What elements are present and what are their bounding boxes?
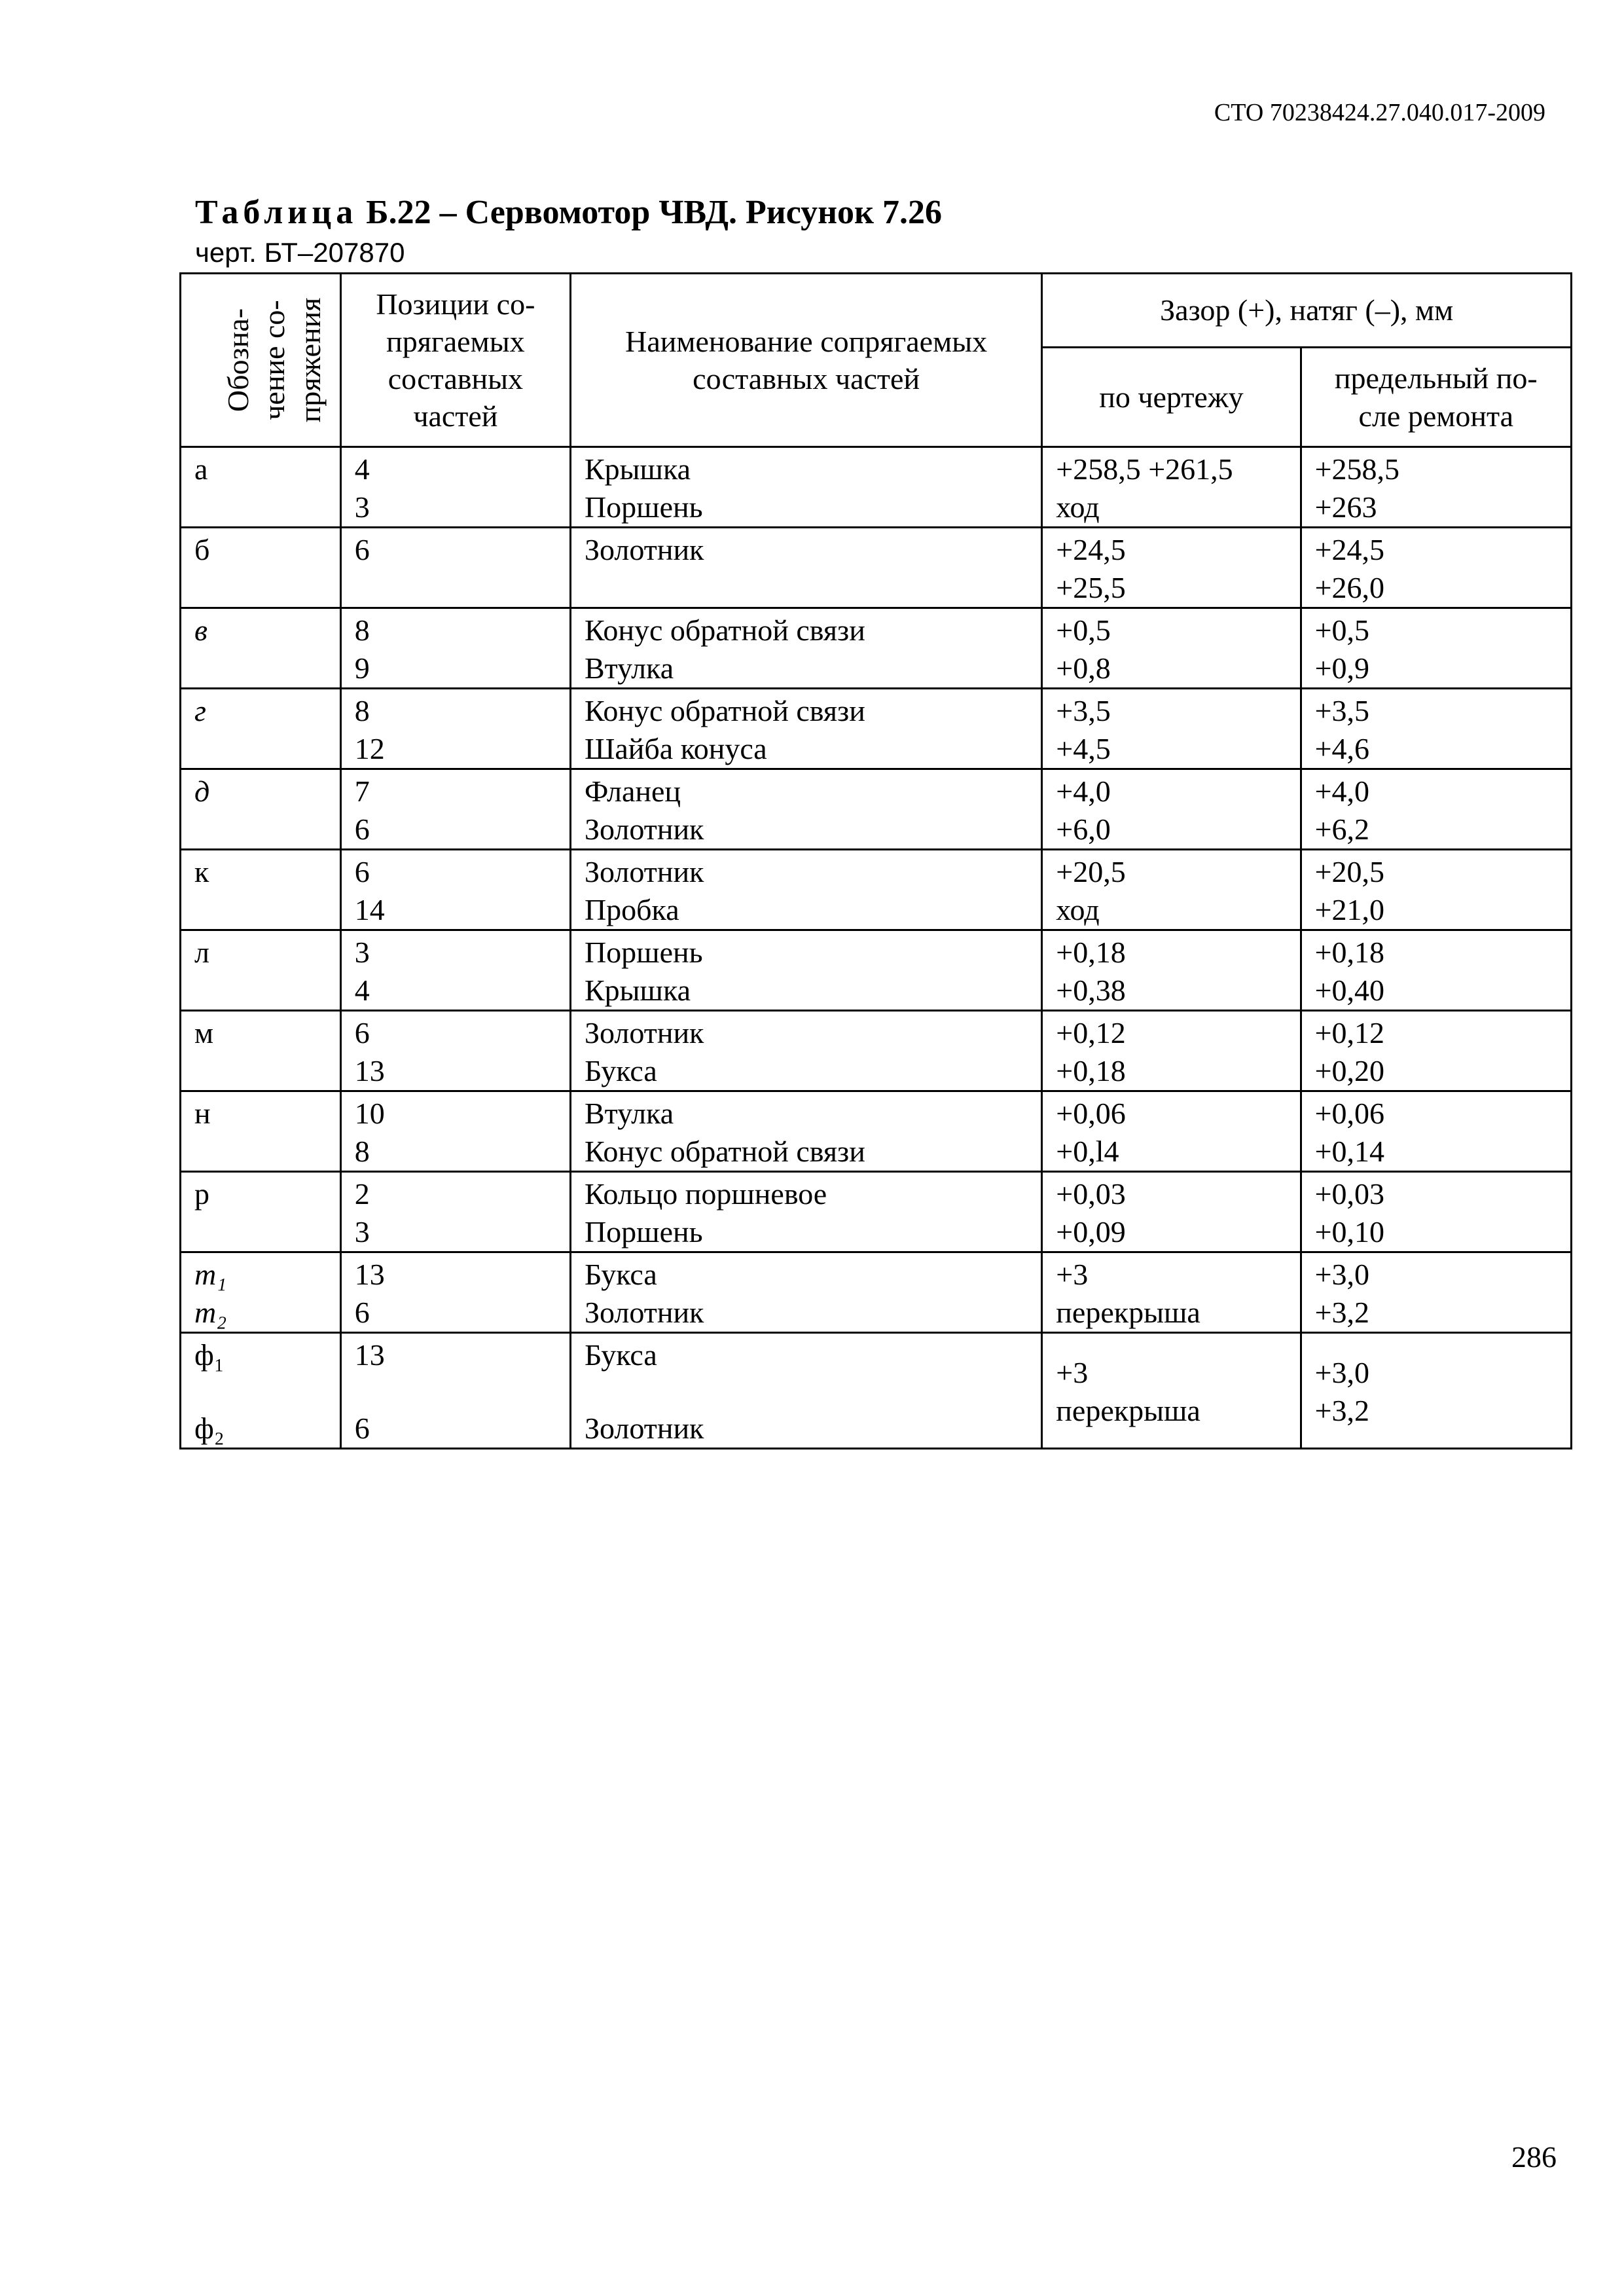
cell-limit-line: +4,0 bbox=[1314, 774, 1370, 808]
cell-limit-line: +24,5 bbox=[1314, 533, 1385, 566]
header-limit-after-repair: предельный по-сле ремонта bbox=[1301, 348, 1571, 447]
cell-names-line: Букса bbox=[584, 1258, 657, 1291]
cell-positions-line: 6 bbox=[354, 812, 370, 846]
cell-per-drawing-line: +6,0 bbox=[1056, 812, 1111, 846]
cell-per-drawing-line: +24,5 bbox=[1056, 533, 1126, 566]
cell-positions-line: 6 bbox=[354, 1296, 370, 1329]
cell-names bbox=[570, 1172, 1041, 1252]
cell-designation bbox=[181, 1011, 341, 1091]
cell-names-line: Пробка bbox=[584, 893, 679, 926]
spec-table bbox=[179, 272, 1572, 1449]
cell-per-drawing bbox=[1042, 769, 1301, 850]
table-row bbox=[181, 608, 1572, 689]
cell-positions-line: 10 bbox=[354, 1097, 385, 1130]
cell-limit-line: +3,5 bbox=[1314, 694, 1370, 727]
cell-positions-line: 9 bbox=[354, 651, 370, 685]
cell-positions-line: 8 bbox=[354, 1135, 370, 1168]
cell-names-line: Золотник bbox=[584, 1412, 704, 1445]
cell-positions-line: 6 bbox=[354, 1016, 370, 1049]
cell-names-line: Втулка bbox=[584, 1097, 674, 1130]
cell-per-drawing bbox=[1042, 1333, 1301, 1449]
cell-names bbox=[570, 1333, 1041, 1449]
table-row bbox=[181, 1011, 1572, 1091]
cell-designation bbox=[181, 608, 341, 689]
cell-per-drawing bbox=[1042, 850, 1301, 930]
cell-names-line: Конус обратной связи bbox=[584, 1135, 865, 1168]
cell-positions-line: 4 bbox=[354, 974, 370, 1007]
cell-designation-line: б bbox=[194, 533, 210, 566]
cell-limit bbox=[1301, 1011, 1571, 1091]
cell-per-drawing-line: +0,5 bbox=[1056, 613, 1111, 647]
cell-positions-line: 14 bbox=[354, 893, 385, 926]
cell-positions-line: 4 bbox=[354, 452, 370, 486]
cell-per-drawing-line: +0,8 bbox=[1056, 651, 1111, 685]
cell-designation bbox=[181, 769, 341, 850]
cell-designation-line bbox=[194, 1213, 327, 1251]
cell-positions bbox=[340, 930, 570, 1011]
cell-limit-line: +0,18 bbox=[1314, 936, 1385, 969]
cell-limit bbox=[1301, 528, 1571, 608]
cell-designation-line bbox=[194, 730, 327, 768]
cell-per-drawing bbox=[1042, 689, 1301, 769]
cell-designation-line: д bbox=[194, 774, 210, 808]
cell-names bbox=[570, 1091, 1041, 1172]
cell-names-line: Поршень bbox=[584, 490, 703, 524]
cell-limit-line: +0,06 bbox=[1314, 1097, 1385, 1130]
cell-per-drawing bbox=[1042, 930, 1301, 1011]
cell-positions bbox=[340, 689, 570, 769]
cell-per-drawing-line: +4,5 bbox=[1056, 732, 1111, 765]
cell-limit bbox=[1301, 1252, 1571, 1333]
cell-names-line: Золотник bbox=[584, 1296, 704, 1329]
cell-designation bbox=[181, 447, 341, 528]
cell-designation bbox=[181, 528, 341, 608]
cell-positions bbox=[340, 1011, 570, 1091]
cell-limit-line: +0,03 bbox=[1314, 1177, 1385, 1211]
cell-per-drawing bbox=[1042, 1091, 1301, 1172]
cell-positions bbox=[340, 1172, 570, 1252]
cell-designation bbox=[181, 1252, 341, 1333]
cell-per-drawing-line: +25,5 bbox=[1056, 571, 1126, 604]
cell-positions bbox=[340, 1252, 570, 1333]
cell-per-drawing bbox=[1042, 1252, 1301, 1333]
cell-per-drawing-line: +0,12 bbox=[1056, 1016, 1126, 1049]
cell-positions bbox=[340, 528, 570, 608]
cell-limit bbox=[1301, 769, 1571, 850]
cell-designation-line bbox=[194, 972, 327, 1010]
cell-positions bbox=[340, 1091, 570, 1172]
table-row bbox=[181, 447, 1572, 528]
cell-positions-line bbox=[355, 569, 556, 607]
cell-designation-line: а bbox=[194, 452, 208, 486]
cell-names-line: Золотник bbox=[584, 855, 704, 888]
cell-names bbox=[570, 608, 1041, 689]
cell-positions-line: 7 bbox=[354, 774, 370, 808]
cell-limit-line: +21,0 bbox=[1314, 893, 1385, 926]
cell-per-drawing-line: +0,18 bbox=[1056, 936, 1126, 969]
cell-per-drawing bbox=[1042, 1172, 1301, 1252]
header-per-drawing: по чертежу bbox=[1042, 348, 1301, 447]
cell-limit-line: +0,12 bbox=[1314, 1016, 1385, 1049]
cell-designation-line: т₁ bbox=[194, 1258, 227, 1291]
table-caption-prefix: Таблица bbox=[195, 194, 358, 231]
table-row bbox=[181, 1333, 1572, 1449]
cell-per-drawing-line: +3,5 bbox=[1056, 694, 1111, 727]
cell-designation bbox=[181, 850, 341, 930]
cell-limit-line: +6,2 bbox=[1314, 812, 1370, 846]
cell-positions-line: 13 bbox=[354, 1054, 385, 1087]
cell-limit-line: +3,2 bbox=[1314, 1394, 1370, 1427]
cell-per-drawing bbox=[1042, 608, 1301, 689]
header-clearance-group: Зазор (+), натяг (–), мм bbox=[1042, 274, 1572, 348]
cell-designation-line bbox=[194, 1133, 327, 1171]
cell-names bbox=[570, 769, 1041, 850]
cell-limit-line: +3,0 bbox=[1314, 1258, 1370, 1291]
cell-limit-line: +258,5 bbox=[1314, 452, 1400, 486]
cell-names-line: Золотник bbox=[584, 533, 704, 566]
cell-names-line: Кольцо поршневое bbox=[584, 1177, 827, 1211]
cell-positions-line: 3 bbox=[354, 490, 370, 524]
cell-positions-line: 3 bbox=[354, 1215, 370, 1248]
cell-limit-line: +263 bbox=[1314, 490, 1377, 524]
cell-names-line: Шайба конуса bbox=[584, 732, 767, 765]
cell-designation-line: ф₁ bbox=[194, 1338, 225, 1372]
cell-limit-line: +3,0 bbox=[1314, 1356, 1370, 1389]
cell-per-drawing bbox=[1042, 1011, 1301, 1091]
cell-positions-line: 13 bbox=[354, 1258, 385, 1291]
page-number: 286 bbox=[1511, 2140, 1557, 2174]
cell-names-line: Конус обратной связи bbox=[584, 694, 865, 727]
cell-designation-line bbox=[194, 811, 327, 848]
cell-limit-line: +0,5 bbox=[1314, 613, 1370, 647]
cell-names-line: Золотник bbox=[584, 1016, 704, 1049]
cell-designation-line: р bbox=[194, 1177, 209, 1211]
cell-positions bbox=[340, 608, 570, 689]
cell-names-line: Крышка bbox=[584, 452, 691, 486]
cell-names-line: Букса bbox=[584, 1338, 657, 1372]
cell-limit-line: +0,10 bbox=[1314, 1215, 1385, 1248]
cell-limit bbox=[1301, 689, 1571, 769]
cell-positions-line: 2 bbox=[354, 1177, 370, 1211]
cell-names bbox=[570, 850, 1041, 930]
header-positions: Позиции со-прягаемых составных частей bbox=[340, 274, 570, 447]
cell-positions-line: 6 bbox=[354, 1412, 370, 1445]
table-row bbox=[181, 930, 1572, 1011]
table-row bbox=[181, 850, 1572, 930]
cell-limit-line: +0,40 bbox=[1314, 974, 1385, 1007]
cell-limit bbox=[1301, 850, 1571, 930]
cell-names bbox=[570, 1011, 1041, 1091]
cell-names-line: Конус обратной связи bbox=[584, 613, 865, 647]
cell-designation-line bbox=[194, 1052, 327, 1090]
cell-designation-line: ф₂ bbox=[194, 1412, 225, 1445]
cell-designation-line: т₂ bbox=[194, 1296, 227, 1329]
table-row bbox=[181, 769, 1572, 850]
header-names: Наименование сопрягаемых составных частей bbox=[570, 274, 1041, 447]
cell-positions bbox=[340, 447, 570, 528]
cell-names bbox=[570, 930, 1041, 1011]
cell-limit-line: +26,0 bbox=[1314, 571, 1385, 604]
table-body bbox=[181, 447, 1572, 1449]
cell-designation-line: в bbox=[194, 613, 208, 647]
cell-designation bbox=[181, 1333, 341, 1449]
cell-limit bbox=[1301, 608, 1571, 689]
cell-per-drawing-line: +0,l4 bbox=[1056, 1135, 1119, 1168]
cell-designation-line bbox=[194, 891, 327, 929]
cell-names bbox=[570, 447, 1041, 528]
cell-names bbox=[570, 1252, 1041, 1333]
table-row bbox=[181, 689, 1572, 769]
cell-limit-line: +0,20 bbox=[1314, 1054, 1385, 1087]
cell-positions-line: 6 bbox=[354, 533, 370, 566]
cell-per-drawing-line: перекрыша bbox=[1056, 1296, 1200, 1329]
cell-per-drawing-line: ход bbox=[1056, 490, 1100, 524]
cell-positions-line: 6 bbox=[354, 855, 370, 888]
cell-designation bbox=[181, 1172, 341, 1252]
cell-limit bbox=[1301, 1172, 1571, 1252]
cell-names-line: Букса bbox=[584, 1054, 657, 1087]
cell-positions bbox=[340, 850, 570, 930]
cell-per-drawing-line: +4,0 bbox=[1056, 774, 1111, 808]
cell-per-drawing bbox=[1042, 528, 1301, 608]
cell-per-drawing-line: +258,5 +261,5 bbox=[1056, 452, 1233, 486]
cell-positions-line: 13 bbox=[354, 1338, 385, 1372]
cell-designation bbox=[181, 930, 341, 1011]
cell-per-drawing-line: ход bbox=[1056, 893, 1100, 926]
table-row bbox=[181, 1252, 1572, 1333]
cell-per-drawing-line: +0,18 bbox=[1056, 1054, 1126, 1087]
cell-names bbox=[570, 528, 1041, 608]
cell-positions bbox=[340, 1333, 570, 1449]
cell-limit bbox=[1301, 447, 1571, 528]
cell-limit-line: +0,9 bbox=[1314, 651, 1370, 685]
table-row bbox=[181, 1172, 1572, 1252]
cell-designation-line bbox=[194, 649, 327, 687]
cell-positions-line: 12 bbox=[354, 732, 385, 765]
cell-positions bbox=[340, 769, 570, 850]
cell-designation-line: н bbox=[194, 1097, 211, 1130]
table-caption-title: Б.22 – Сервомотор ЧВД. Рисунок 7.26 bbox=[357, 194, 943, 231]
header-designation: Обозна- чение со- пряжения bbox=[181, 274, 341, 447]
cell-positions-line: 8 bbox=[354, 694, 370, 727]
cell-limit bbox=[1301, 1333, 1571, 1449]
cell-limit-line: +4,6 bbox=[1314, 732, 1370, 765]
cell-designation-line: к bbox=[194, 855, 209, 888]
cell-names bbox=[570, 689, 1041, 769]
cell-per-drawing-line: +20,5 bbox=[1056, 855, 1126, 888]
cell-limit-line: +0,14 bbox=[1314, 1135, 1385, 1168]
table-row bbox=[181, 1091, 1572, 1172]
cell-names-line bbox=[585, 569, 1028, 607]
table-caption bbox=[195, 193, 942, 232]
cell-per-drawing-line: +0,06 bbox=[1056, 1097, 1126, 1130]
cell-positions-line: 3 bbox=[354, 936, 370, 969]
cell-limit bbox=[1301, 930, 1571, 1011]
cell-designation bbox=[181, 689, 341, 769]
document-code: СТО 70238424.27.040.017-2009 bbox=[1214, 99, 1545, 126]
table-row bbox=[181, 528, 1572, 608]
cell-positions-line: 8 bbox=[354, 613, 370, 647]
cell-per-drawing-line: перекрыша bbox=[1056, 1394, 1200, 1427]
cell-limit-line: +3,2 bbox=[1314, 1296, 1370, 1329]
cell-per-drawing-line: +3 bbox=[1056, 1258, 1089, 1291]
cell-limit-line: +20,5 bbox=[1314, 855, 1385, 888]
cell-names-line: Втулка bbox=[584, 651, 674, 685]
cell-per-drawing-line: +3 bbox=[1056, 1356, 1089, 1389]
cell-names-line: Поршень bbox=[584, 936, 703, 969]
cell-per-drawing-line: +0,09 bbox=[1056, 1215, 1126, 1248]
cell-designation bbox=[181, 1091, 341, 1172]
cell-per-drawing-line: +0,38 bbox=[1056, 974, 1126, 1007]
cell-designation-line bbox=[194, 488, 327, 526]
cell-designation-line: л bbox=[194, 936, 209, 969]
cell-designation-line bbox=[194, 569, 327, 607]
cell-names-line: Золотник bbox=[584, 812, 704, 846]
cell-designation-line: г bbox=[194, 694, 206, 727]
cell-per-drawing bbox=[1042, 447, 1301, 528]
cell-names-line: Поршень bbox=[584, 1215, 703, 1248]
cell-designation-line: м bbox=[194, 1016, 214, 1049]
cell-names-line: Крышка bbox=[584, 974, 691, 1007]
cell-names-line: Фланец bbox=[584, 774, 681, 808]
cell-limit bbox=[1301, 1091, 1571, 1172]
drawing-reference: черт. БТ–207870 bbox=[195, 237, 405, 268]
cell-per-drawing-line: +0,03 bbox=[1056, 1177, 1126, 1211]
